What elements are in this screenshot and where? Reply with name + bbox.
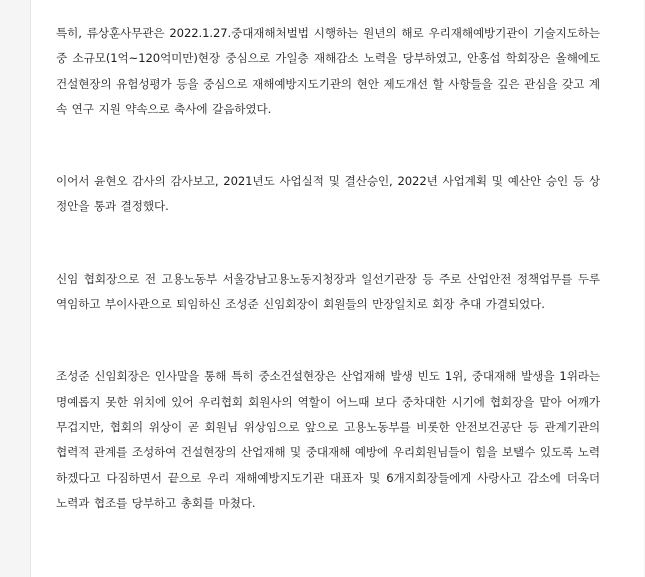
article-paragraph-2: 이어서 윤현오 감사의 감사보고, 2021년도 사업실적 및 결산승인, 2022년 사업계획 및 예산안 승인 등 상정안을 통과 결정했다. <box>56 174 600 214</box>
article-body <box>30 0 644 577</box>
article-paragraph-1: 특히, 류상훈사무관은 2022.1.27.중대재해처벌법 시행하는 원년의 해로 우리재해예방기관이 기술지도하는 중 소규모(1억~120억미만)현장 중심으로 가일층 재해감소 노력을 당부하였고, 안홍섭 학회장은 올해에도 건설현장의 유험성평가 등을 중심으로 재해예방지도기관의 현안 제도개선 할 사항들을 깊은 관심을 갖고 계속 연구 지원 약속으로 축사에 갈음하였다. <box>56 26 600 116</box>
article-paragraph-4: 조성준 신임회장은 인사말을 통해 특히 중소건설현장은 산업재해 발생 빈도 1위, 중대재해 발생을 1위라는 명예롭지 못한 위치에 있어 우리협회 회원사의 역할이 어느때 보다 중차대한 시기에 협회장을 맡아 어깨가 무겁지만, 협회의 위상이 곧 회원님 위상임으로 앞으로 고용노동부를 비롯한 안전보건공단 등 관계기관의 협력적 관계를 조성하여 건설현장의 산업재해 및 중대재해 예방에 우리회원님들이 힘을 보탤수 있도록 노력하겠다고 다짐하면서 끝으로 우리 재해예방지도기관 대표자 및 6개지회장들에게 사랑사고 감소에 더욱더 노력과 협조를 당부하고 총회를 마쳤다. <box>56 369 600 510</box>
article-paragraph-3: 신임 협회장으로 전 고용노동부 서울강남고용노동지청장과 일선기관장 등 주로 산업안전 정책업무를 두루 역임하고 부이사관으로 퇴임하신 조성준 신임회장이 회원들의 만장일치로 회장 추대 가결되었다. <box>56 271 600 312</box>
